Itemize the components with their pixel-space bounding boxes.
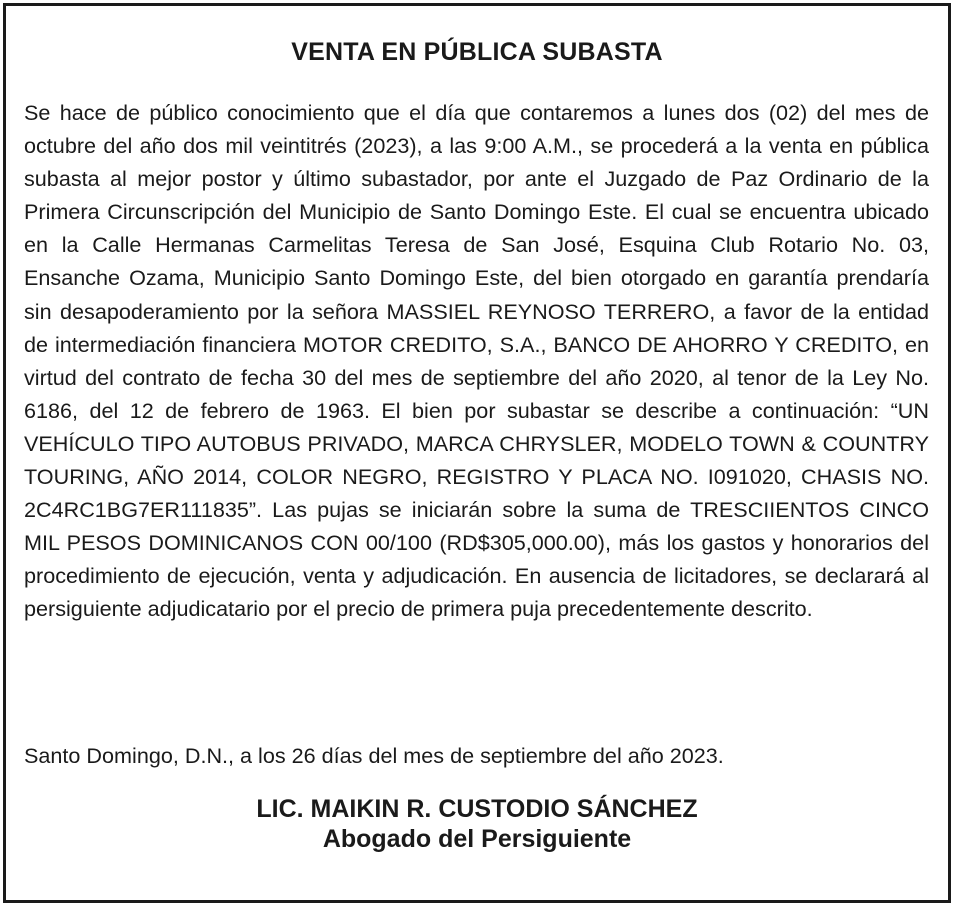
signature-block — [6, 794, 948, 854]
signer-name: LIC. MAIKIN R. CUSTODIO SÁNCHEZ — [256, 795, 698, 823]
legal-notice — [3, 3, 951, 903]
notice-title: VENTA EN PÚBLICA SUBASTA — [291, 38, 663, 66]
notice-body: Se hace de público conocimiento que el día que contaremos a lunes dos (02) del mes de octubre del año dos mil veintitrés (2023), a las 9:00 A.M., se procederá a la venta en pública subasta al mejor postor y último subastador, por ante el Juzgado de Paz Ordinario de la Primera Circunscripción del Municipio de Santo Domingo Este. El cual se encuentra ubicado en la Calle Hermanas Carmelitas Teresa de San José, Esquina Club Rotario No. 03, Ensanche Ozama, Municipio Santo Domingo Este, del bien otorgado en garantía prendaría sin desapoderamiento por la señora MASSIEL REYNOSO TERRERO, a favor de la entidad de intermediación financiera MOTOR CREDITO, S.A., BANCO DE AHORRO Y CREDITO, en virtud del contrato de fecha 30 del mes de septiembre del año 2020, al tenor de la Ley No. 6186, del 12 de febrero de 1963. El bien por subastar se describe a continuación: “UN VEHÍCULO TIPO AUTOBUS PRIVADO, MARCA CHRYSLER, MODELO TOWN & COUNTRY TOURING, AÑO 2014, COLOR NEGRO, REGISTRO Y PLACA NO. I091020, CHASIS NO. 2C4RC1BG7ER111835”. Las pujas se iniciarán sobre la suma de TRESCIIENTOS CINCO MIL PESOS DOMINICANOS CON 00/100 (RD$305,000.00), más los gastos y honorarios del procedimiento de ejecución, venta y adjudicación. En ausencia de licitadores, se declarará al persiguiente adjudicatario por el precio de primera puja precedentemente descrito. — [24, 100, 929, 622]
signer-role: Abogado del Persiguiente — [322, 825, 632, 853]
notice-dateline: Santo Domingo, D.N., a los 26 días del mes de septiembre del año 2023. — [24, 743, 724, 768]
